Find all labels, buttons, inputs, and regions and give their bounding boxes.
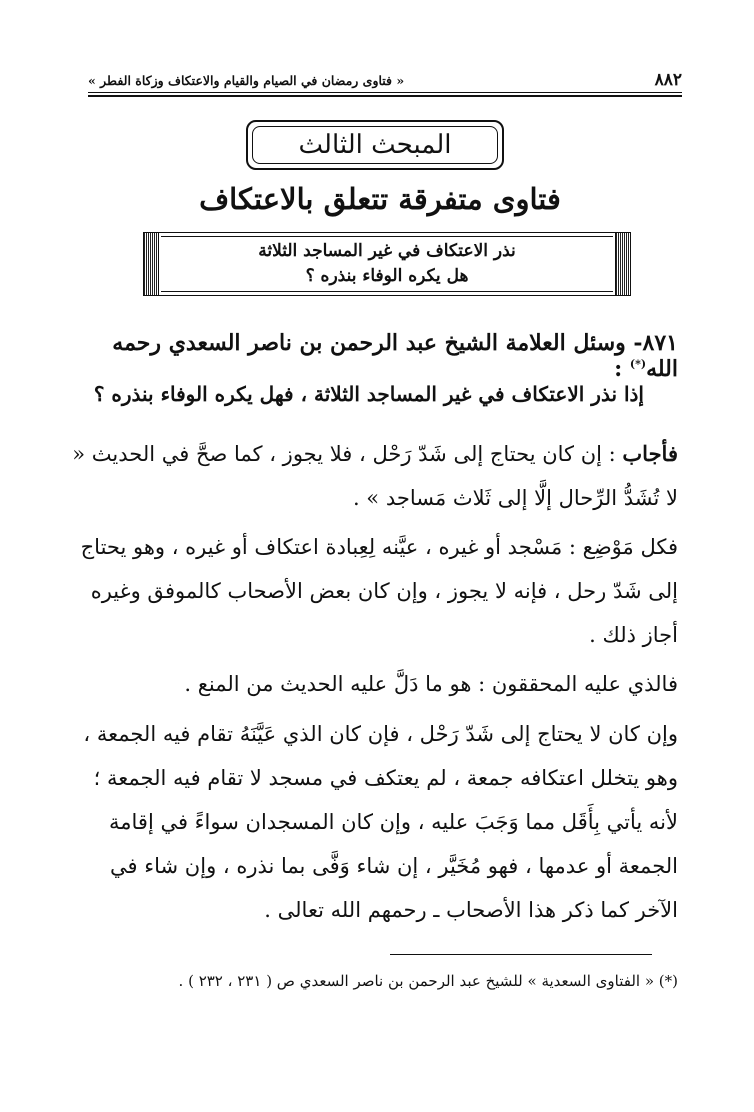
- question-colon: :: [614, 356, 630, 382]
- question-asker: ٨٧١- وسئل العلامة الشيخ عبد الرحمن بن ناصر السعدي رحمه الله: [112, 330, 678, 382]
- footnote-divider: [390, 954, 652, 955]
- banner-right-cap: [615, 232, 631, 296]
- answer-lead: فأجاب: [622, 441, 678, 466]
- banner-left-cap: [143, 232, 159, 296]
- question-title: [72, 330, 678, 382]
- answer-paragraph-2: فكل مَوْضِع : مَسْجد أو غيره ، عيَّنه لِعِبادة اعتكاف أو غيره ، وهو يحتاج إلى شَدّ رحل ، فإنه لا يجوز ، وإن كان بعض الأصحاب كالموفق وغيره أجاز ذلك .: [80, 535, 678, 647]
- question-banner: [143, 232, 631, 296]
- page-number: ٨٨٢: [654, 70, 682, 90]
- banner-body: [159, 232, 615, 296]
- question-text: إذا نذر الاعتكاف في غير المساجد الثلاثة ، فهل يكره الوفاء بنذره ؟: [93, 382, 644, 406]
- running-title: « فتاوى رمضان في الصيام والقيام والاعتكاف وزكاة الفطر »: [88, 73, 405, 88]
- answer-paragraph-1: [72, 432, 678, 520]
- running-header: [88, 64, 682, 93]
- section-label: المبحث الثالث: [298, 130, 452, 160]
- section-label-box: [246, 120, 504, 170]
- footnote-text: « الفتاوى السعدية » للشيخ عبد الرحمن بن ناصر السعدي ص ( ٢٣١ ، ٢٣٢ ) .: [178, 972, 659, 990]
- footnote-reference: (*): [629, 357, 647, 371]
- answer-paragraph-3: فالذي عليه المحققون : هو ما دَلَّ عليه الحديث من المنع .: [184, 672, 678, 696]
- banner-line-1: نذر الاعتكاف في غير المساجد الثلاثة: [258, 241, 516, 261]
- answer-paragraph-4: وإن كان لا يحتاج إلى شَدّ رَحْل ، فإن كان الذي عَيَّنَهُ تقام فيه الجمعة ، وهو يتخلل اعتكافه جمعة ، لم يعتكف في مسجد لا تقام فيه الجمعة ؛ لأنه يأتي بِأَقَل مما وَجَبَ عليه ، وإن كان المسجدان سواءً في إقامة الجمعة أو عدمها ، فهو مُخَيَّر ، إن شاء وَفَّى بما نذره ، وإن شاء في الآخر كما ذكر هذا الأصحاب ـ رحمهم الله تعالى .: [83, 722, 678, 922]
- banner-line-2: هل يكره الوفاء بنذره ؟: [305, 266, 469, 286]
- footnote-mark: (*): [658, 972, 678, 990]
- answer-p1-text: : إن كان يحتاج إلى شَدّ رَحْل ، فلا يجوز ، كما صحَّ في الحديث « لا تُشَدُّ الرِّحال إلَّا إلى ثَلاث مَساجد » .: [72, 442, 678, 510]
- footnote: [72, 972, 678, 990]
- main-heading: فتاوى متفرقة تتعلق بالاعتكاف: [199, 182, 561, 216]
